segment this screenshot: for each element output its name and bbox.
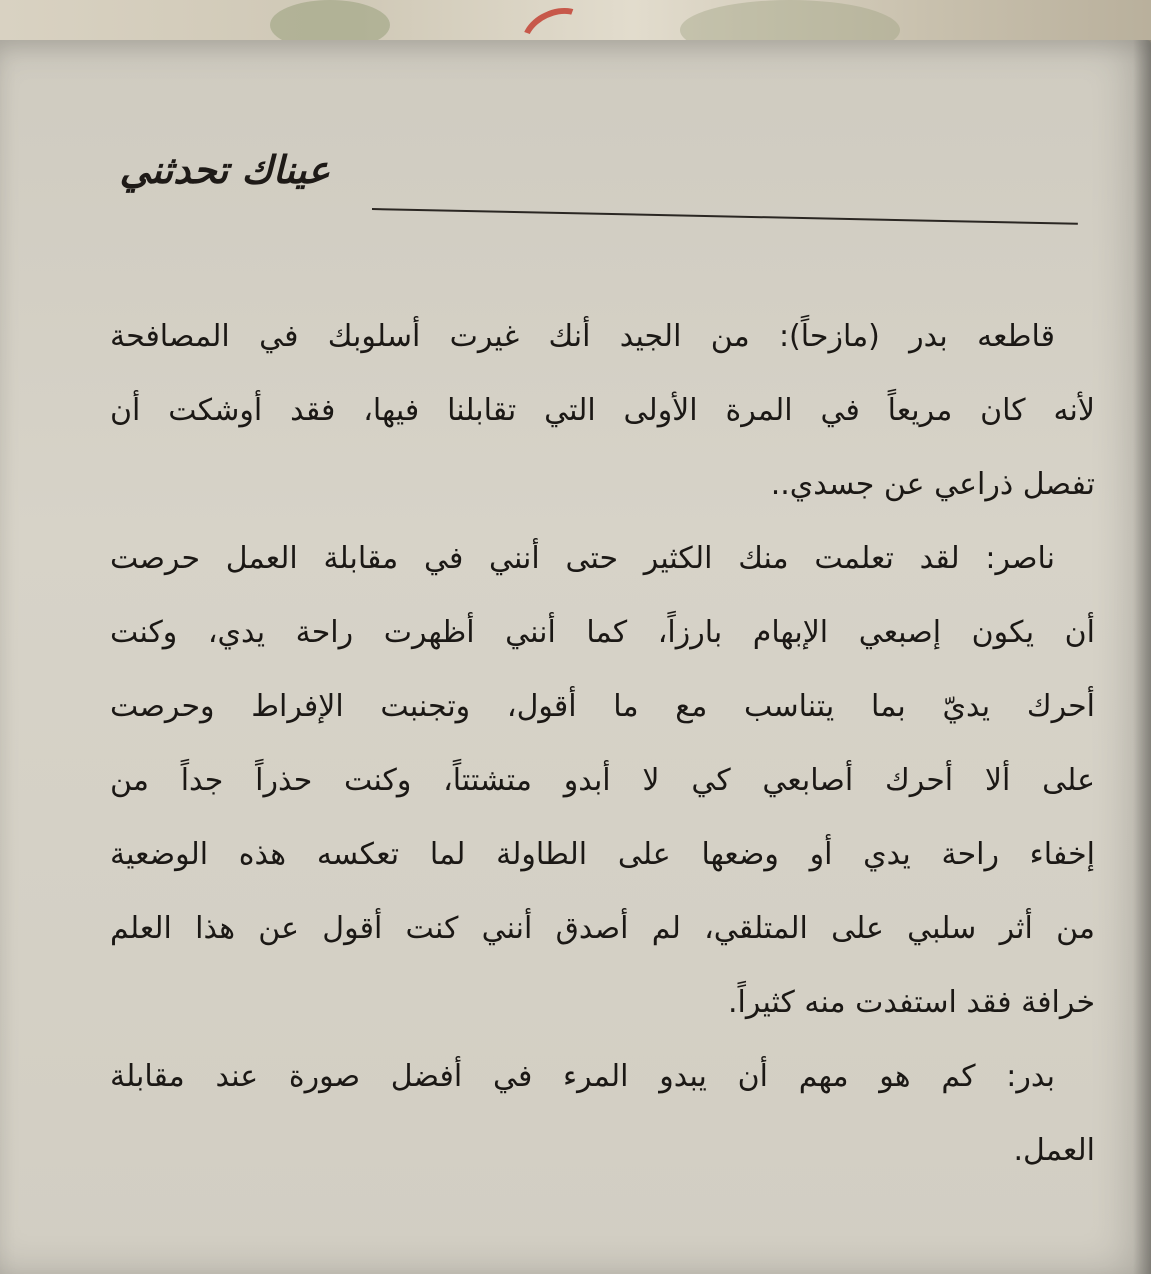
text-line: العمل.	[1013, 1133, 1095, 1168]
running-title: عيناك تحدثني	[119, 147, 330, 192]
text-line: أحرك يديّ بما يتناسب مع ما أقول، وتجنبت الإفراط وحرصت	[110, 689, 1095, 724]
text-line: إخفاء راحة يدي أو وضعها على الطاولة لما تعكسه هذه الوضعية	[110, 837, 1095, 872]
text-line: ناصر: لقد تعلمت منك الكثير حتى أنني في مقابلة العمل حرصت	[110, 541, 1055, 576]
text-line: خرافة فقد استفدت منه كثيراً.	[728, 985, 1095, 1020]
text-line: من أثر سلبي على المتلقي، لم أصدق أنني كنت أقول عن هذا العلم	[110, 911, 1095, 946]
page-edge-shadow	[1133, 40, 1151, 1274]
header-rule	[372, 208, 1078, 225]
text-line: تفصل ذراعي عن جسدي..	[770, 467, 1095, 502]
text-line: قاطعه بدر (مازحاً): من الجيد أنك غيرت أسلوبك في المصافحة	[110, 319, 1055, 354]
text-line: بدر: كم هو مهم أن يبدو المرء في أفضل صورة عند مقابلة	[110, 1059, 1055, 1094]
text-line: على ألا أحرك أصابعي كي لا أبدو متشتتاً، وكنت حذراً جداً من	[110, 763, 1095, 798]
page-body-text	[110, 300, 1095, 1188]
text-line: أن يكون إصبعي الإبهام بارزاً، كما أنني أظهرت راحة يدي، وكنت	[110, 615, 1095, 650]
text-line: لأنه كان مريعاً في المرة الأولى التي تقابلنا فيها، فقد أوشكت أن	[110, 393, 1095, 428]
